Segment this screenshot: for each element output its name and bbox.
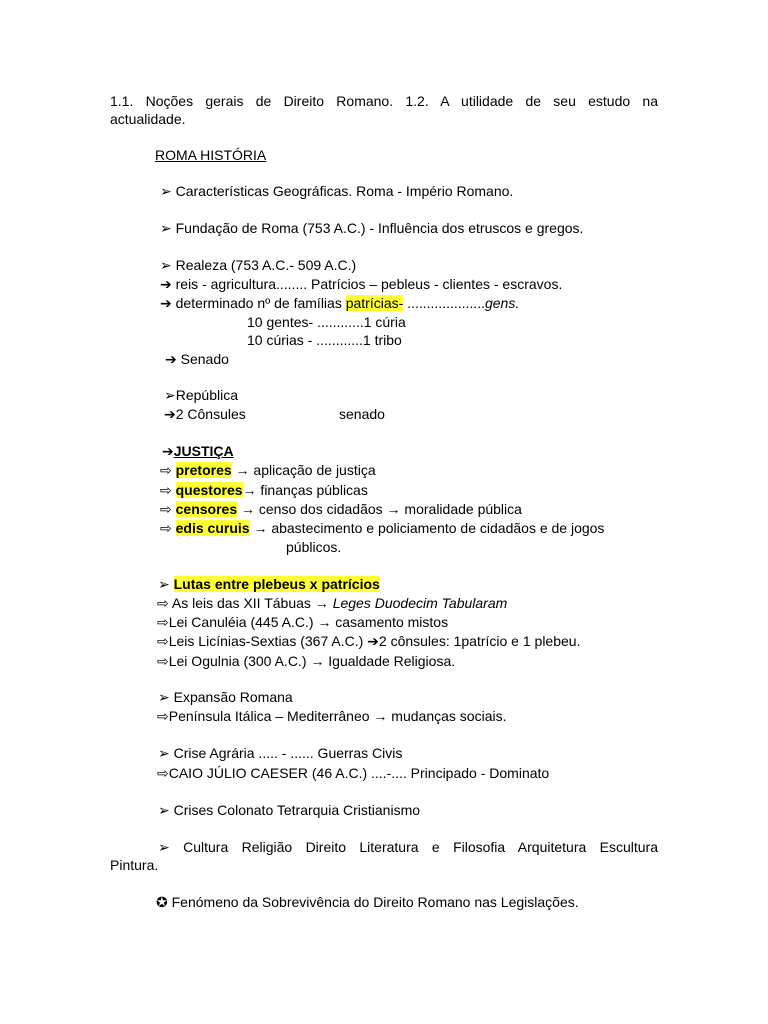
item-republica: ➢República bbox=[164, 387, 238, 403]
arrowhead-bullet-icon: ➢ bbox=[158, 689, 170, 705]
hollow-arrow-icon: ⇨ bbox=[160, 462, 172, 478]
item-determinado: ➔ determinado nº de famílias patrícias- ....................gens. bbox=[160, 295, 520, 311]
hollow-arrow-icon: ⇨ bbox=[157, 708, 169, 724]
item-senado-2: senado bbox=[339, 406, 385, 422]
lutas-line-2: ⇨Lei Canuléia (445 A.C.) → casamento mistos bbox=[157, 614, 449, 630]
heading-line-2: actualidade. bbox=[110, 111, 186, 127]
lutas-line-3: ⇨Leis Licínias-Sextias (367 A.C.) ➔2 cônsules: 1patrício e 1 plebeu. bbox=[157, 633, 581, 649]
item-realeza: ➢ Realeza (753 A.C.- 509 A.C.) bbox=[160, 257, 357, 273]
item-curias: 10 cúrias - ............1 tribo bbox=[247, 332, 402, 348]
crise-line-1: ⇨CAIO JÚLIO CAESER (46 A.C.) ....-.... Principado - Dominato bbox=[157, 765, 550, 781]
hollow-arrow-icon: ⇨ bbox=[157, 653, 169, 669]
hollow-arrow-icon: ⇨ bbox=[157, 633, 169, 649]
lutas-title: ➢ Lutas entre plebeus x patrícios bbox=[158, 576, 380, 592]
crise-title: ➢ Crise Agrária ..... - ...... Guerras Civis bbox=[158, 745, 403, 761]
section-title: ROMA HISTÓRIA bbox=[155, 147, 267, 163]
bold-arrow-icon: ➔ bbox=[162, 443, 174, 459]
bold-arrow-icon: ➔ bbox=[164, 406, 176, 422]
heading-line-1: 1.1. Noções gerais de Direito Romano. 1.2. A utilidade de seu estudo na bbox=[110, 93, 658, 109]
item-consules: ➔2 Cônsules bbox=[164, 406, 246, 422]
arrowhead-bullet-icon: ➢ bbox=[158, 839, 170, 855]
bold-arrow-icon: ➔ bbox=[160, 276, 172, 292]
hollow-arrow-icon: ⇨ bbox=[160, 520, 172, 536]
lutas-line-4: ⇨Lei Ogulnia (300 A.C.) → Igualdade Religiosa. bbox=[157, 653, 456, 669]
justica-publicos: públicos. bbox=[286, 539, 342, 555]
arrow-icon: → bbox=[314, 595, 329, 611]
expansao-title: ➢ Expansão Romana bbox=[158, 689, 293, 705]
item-gentes: 10 gentes- ............1 cúria bbox=[247, 314, 406, 330]
arrowhead-bullet-icon: ➢ bbox=[158, 745, 170, 761]
arrowhead-bullet-icon: ➢ bbox=[160, 183, 172, 199]
cultura-line-2: Pintura. bbox=[110, 857, 159, 873]
arrowhead-bullet-icon: ➢ bbox=[158, 576, 170, 592]
item-senado: ➔ Senado bbox=[165, 351, 229, 367]
arrowhead-bullet-icon: ➢ bbox=[158, 802, 170, 818]
hollow-arrow-icon: ⇨ bbox=[160, 482, 172, 498]
expansao-line-1: ⇨Península Itálica – Mediterrâneo → mudanças sociais. bbox=[157, 708, 507, 724]
circle-bullet-icon: ✪ bbox=[156, 894, 168, 910]
cultura-line-1: ➢ Cultura Religião Direito Literatura e Filosofia Arquitetura Escultura bbox=[158, 839, 659, 855]
justica-row-censores: ⇨ censores → censo dos cidadãos → moralidade pública bbox=[160, 501, 522, 517]
item-fundacao: ➢ Fundação de Roma (753 A.C.) - Influência dos etruscos e gregos. bbox=[160, 220, 584, 236]
arrow-icon: → bbox=[253, 520, 268, 536]
hollow-arrow-icon: ⇨ bbox=[157, 765, 169, 781]
highlight-patricias: patrícias- bbox=[345, 295, 404, 311]
hollow-arrow-icon: ⇨ bbox=[157, 595, 169, 611]
justica-row-questores: ⇨ questores→ finanças públicas bbox=[160, 482, 368, 498]
fenomeno-line: ✪ Fenómeno da Sobrevivência do Direito Romano nas Legislações. bbox=[156, 894, 579, 910]
arrow-icon: → bbox=[386, 501, 401, 517]
crises-line: ➢ Crises Colonato Tetrarquia Cristianismo bbox=[158, 802, 421, 818]
bold-arrow-icon: ➔ bbox=[160, 295, 172, 311]
arrow-icon: → bbox=[310, 653, 325, 669]
arrowhead-bullet-icon: ➢ bbox=[160, 257, 172, 273]
justica-title: ➔JUSTIÇA bbox=[162, 443, 234, 459]
bold-arrow-icon: ➔ bbox=[165, 351, 177, 367]
arrow-icon: → bbox=[242, 482, 257, 498]
hollow-arrow-icon: ⇨ bbox=[157, 614, 169, 630]
arrowhead-bullet-icon: ➢ bbox=[164, 387, 176, 403]
justica-row-pretores: ⇨ pretores → aplicação de justiça bbox=[160, 462, 376, 478]
arrow-icon: → bbox=[317, 614, 332, 630]
bold-arrow-icon: ➔ bbox=[367, 633, 379, 649]
arrow-icon: → bbox=[235, 462, 250, 478]
arrow-icon: → bbox=[241, 501, 255, 517]
justica-row-edis: ⇨ edis curuis → abastecimento e policiamento de cidadãos e de jogos bbox=[160, 520, 605, 536]
item-reis: ➔ reis - agricultura........ Patrícios – pebleus - clientes - escravos. bbox=[160, 276, 563, 292]
arrow-icon: → bbox=[373, 708, 388, 724]
hollow-arrow-icon: ⇨ bbox=[160, 501, 172, 517]
item-geografia: ➢ Características Geográficas. Roma - Império Romano. bbox=[160, 183, 514, 199]
arrowhead-bullet-icon: ➢ bbox=[160, 220, 172, 236]
lutas-line-1: ⇨ As leis das XII Tábuas → Leges Duodecim Tabularam bbox=[157, 595, 508, 611]
